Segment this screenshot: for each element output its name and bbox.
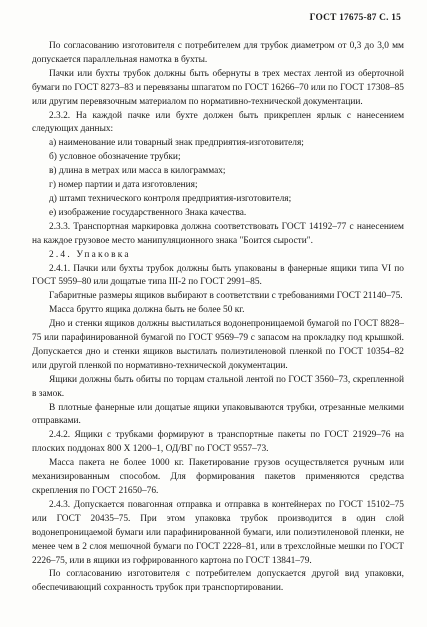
paragraph: Масса брутто ящика должна быть не более 50 кг. <box>49 305 245 316</box>
list-item: в) длина в метрах или масса в килограммах; <box>49 166 226 177</box>
paragraph: Пачки или бухты трубок должны быть обернуты в трех местах лентой из оберточной бумаги по ГОСТ 8273–83 и перевязаны шпагатом по ГОСТ 16266–70 или по ГОСТ 17308–85 или другим перевязочным материалом по нормативно-технической документации. <box>32 68 404 107</box>
paragraph: Дно и стенки ящиков должны выстилаться водонепроницаемой бумагой по ГОСТ 8828–75 или парафинированной бумагой по ГОСТ 9569–79 с запасом на прокладку под крышкой. Допускается дно и стенки ящиков выстилать полиэтиленовой пленкой по ГОСТ 10354–82 или другой пленкой по нормативно-технической документации. <box>32 319 404 371</box>
section-heading <box>32 249 404 263</box>
paragraph: По согласованию изготовителя с потребителем допускается другой вид упаковки, обеспечивающий сохранность трубок при транспортировании. <box>32 569 404 594</box>
page-header: ГОСТ 17675-87 С. 15 <box>309 13 401 23</box>
paragraph: 2.4.1. Пачки или бухты трубок должны быть упакованы в фанерные ящики типа VI по ГОСТ 5959–80 или дощатые типа III-2 по ГОСТ 2991–85. <box>32 263 404 288</box>
paragraph: 2.4.3. Допускается повагонная отправка и отправка в контейнерах по ГОСТ 15102–75 или ГОСТ 20435–75. При этом упаковка трубок производится в один слой водонепроницаемой бумаги или парафинированной бумаги, или полиэтиленовой пленки, не менее чем в 2 слоя мешочной бумаги по ГОСТ 2228–81, или в трехслойные мешки по ГОСТ 2226–75, или в ящики из гофрированного картона по ГОСТ 13841–79. <box>32 499 404 566</box>
paragraph: Ящики должны быть обиты по торцам стальной лентой по ГОСТ 3560–73, скрепленной в замок. <box>32 374 404 399</box>
paragraph: По согласованию изготовителя с потребителем для трубок диаметром от 0,3 до 3,0 мм допускается параллельная намотка в бухты. <box>32 41 404 65</box>
list-item: д) штамп технического контроля предприятия-изготовителя; <box>49 193 292 204</box>
paragraph: 2.3.3. Транспортная маркировка должна соответствовать ГОСТ 14192–77 с нанесением на каждое грузовое место манипуляционного знака "Боится сырости". <box>32 221 404 246</box>
page-body <box>32 40 404 596</box>
list-item: г) номер партии и дата изготовления; <box>49 180 198 191</box>
list-item: е) изображение государственного Знака качества. <box>49 207 247 218</box>
paragraph: 2.4.2. Ящики с трубками формируют в транспортные пакеты по ГОСТ 21929–76 на плоских поддонах 800 Х 1200–1, ОД/ВГ по ГОСТ 9557–73. <box>32 430 404 455</box>
paragraph: В плотные фанерные или дощатые ящики упаковываются трубки, отрезанные мелкими отправками. <box>32 402 404 427</box>
paragraph: Габаритные размеры ящиков выбирают в соответствии с требованиями ГОСТ 21140–75. <box>49 291 403 302</box>
paragraph: Масса пакета не более 1000 кг. Пакетирование грузов осуществляется ручным или механизированным способом. Для формирования пакетов применяются средства скрепления по ГОСТ 21650–76. <box>32 458 404 496</box>
section-title: 2.4. Упаковка <box>49 249 131 260</box>
paragraph: 2.3.2. На каждой пачке или бухте должен быть прикреплен ярлык с нанесением следующих данных: <box>32 110 404 135</box>
list-item: а) наименование или товарный знак предприятия-изготовителя; <box>49 138 304 149</box>
list-item: б) условное обозначение трубки; <box>49 152 181 163</box>
